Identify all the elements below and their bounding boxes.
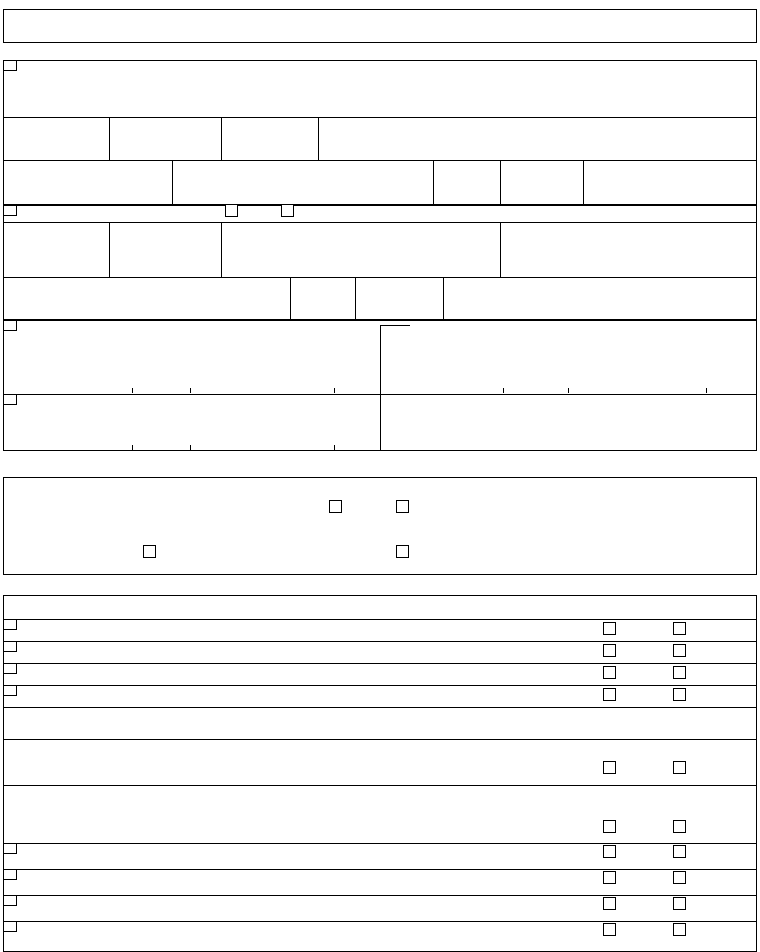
questions-table — [3, 595, 757, 952]
date-tick-1 — [132, 445, 133, 450]
signature-date-divider — [3, 394, 757, 395]
address-divider-2 — [3, 277, 757, 278]
question-row-8-divider — [3, 895, 757, 896]
identification-row1-sep-2 — [221, 117, 222, 160]
question-row-2-divider — [3, 663, 757, 664]
signature-tick-3 — [334, 388, 335, 393]
question-row-10-yes-checkbox[interactable] — [603, 923, 616, 936]
option-checkbox-4[interactable] — [396, 545, 409, 558]
identification-row2-sep-3 — [500, 160, 501, 205]
signature-tick-6 — [706, 388, 707, 393]
option-checkbox-2[interactable] — [396, 500, 409, 513]
address-row1-sep-2 — [221, 222, 222, 277]
identification-row2-sep-2 — [433, 160, 434, 205]
date-label-tab — [3, 394, 17, 405]
identification-row2-sep-1 — [172, 160, 173, 205]
question-row-4-label-tab — [3, 685, 17, 696]
identification-row1-sep-3 — [318, 117, 319, 160]
question-row-5-divider — [3, 785, 757, 786]
option-checkbox-1[interactable] — [329, 500, 342, 513]
signature-tick-1 — [132, 388, 133, 393]
date-tick-3 — [334, 445, 335, 450]
question-row-3-label-tab — [3, 663, 17, 674]
question-row-6-no-checkbox[interactable] — [673, 820, 686, 833]
date-tick-2 — [190, 445, 191, 450]
identification-block — [3, 60, 757, 205]
question-row-2-yes-checkbox[interactable] — [603, 644, 616, 657]
question-row-8-yes-checkbox[interactable] — [603, 871, 616, 884]
question-row-2-label-tab — [3, 641, 17, 652]
question-row-1-divider — [3, 641, 757, 642]
question-row-1-label-tab — [3, 619, 17, 630]
question-row-10-label-tab — [3, 921, 17, 932]
question-row-9-yes-checkbox[interactable] — [603, 897, 616, 910]
address-row2-sep-1 — [290, 277, 291, 320]
address-row1-sep-1 — [109, 222, 110, 277]
questions-header-divider — [3, 619, 757, 620]
address-checkbox-b[interactable] — [281, 204, 294, 217]
option-checkbox-3[interactable] — [143, 545, 156, 558]
signature-date-split-top — [380, 325, 410, 326]
address-checkbox-a[interactable] — [225, 204, 238, 217]
signature-label-tab — [3, 320, 17, 331]
question-row-10-no-checkbox[interactable] — [673, 923, 686, 936]
question-row-6-divider — [3, 843, 757, 844]
address-row1-sep-3 — [500, 222, 501, 277]
signature-tick-4 — [503, 388, 504, 393]
question-row-3-divider — [3, 685, 757, 686]
identification-row1-sep-1 — [109, 117, 110, 160]
address-label-tab — [3, 205, 17, 216]
question-row-5-yes-checkbox[interactable] — [603, 761, 616, 774]
signature-date-split — [380, 325, 381, 451]
question-row-1-no-checkbox[interactable] — [673, 622, 686, 635]
question-row-9-divider — [3, 921, 757, 922]
question-row-7-no-checkbox[interactable] — [673, 845, 686, 858]
question-row-8-no-checkbox[interactable] — [673, 871, 686, 884]
identification-row2-sep-4 — [583, 160, 584, 205]
identification-divider-2 — [3, 160, 757, 161]
question-row-7-label-tab — [3, 843, 17, 854]
address-row2-sep-3 — [443, 277, 444, 320]
question-row-3-no-checkbox[interactable] — [673, 666, 686, 679]
question-row-4-yes-checkbox[interactable] — [603, 688, 616, 701]
question-row-5-no-checkbox[interactable] — [673, 761, 686, 774]
question-row-1-yes-checkbox[interactable] — [603, 622, 616, 635]
question-row-7-yes-checkbox[interactable] — [603, 845, 616, 858]
question-row-2-no-checkbox[interactable] — [673, 644, 686, 657]
options-panel — [3, 477, 757, 575]
signature-tick-2 — [190, 388, 191, 393]
identification-divider-1 — [3, 117, 757, 118]
question-row-6-yes-checkbox[interactable] — [603, 820, 616, 833]
question-row-3-yes-checkbox[interactable] — [603, 666, 616, 679]
question-row-8-label-tab — [3, 869, 17, 880]
title-bar — [3, 9, 757, 43]
question-row-7-divider — [3, 869, 757, 870]
signature-tick-5 — [568, 388, 569, 393]
question-row-5-divider-top — [3, 739, 757, 740]
question-row-4-divider — [3, 707, 757, 708]
question-row-9-no-checkbox[interactable] — [673, 897, 686, 910]
address-row2-sep-2 — [355, 277, 356, 320]
identification-label-tab — [3, 60, 17, 71]
address-divider-1 — [3, 222, 757, 223]
question-row-9-label-tab — [3, 895, 17, 906]
question-row-4-no-checkbox[interactable] — [673, 688, 686, 701]
